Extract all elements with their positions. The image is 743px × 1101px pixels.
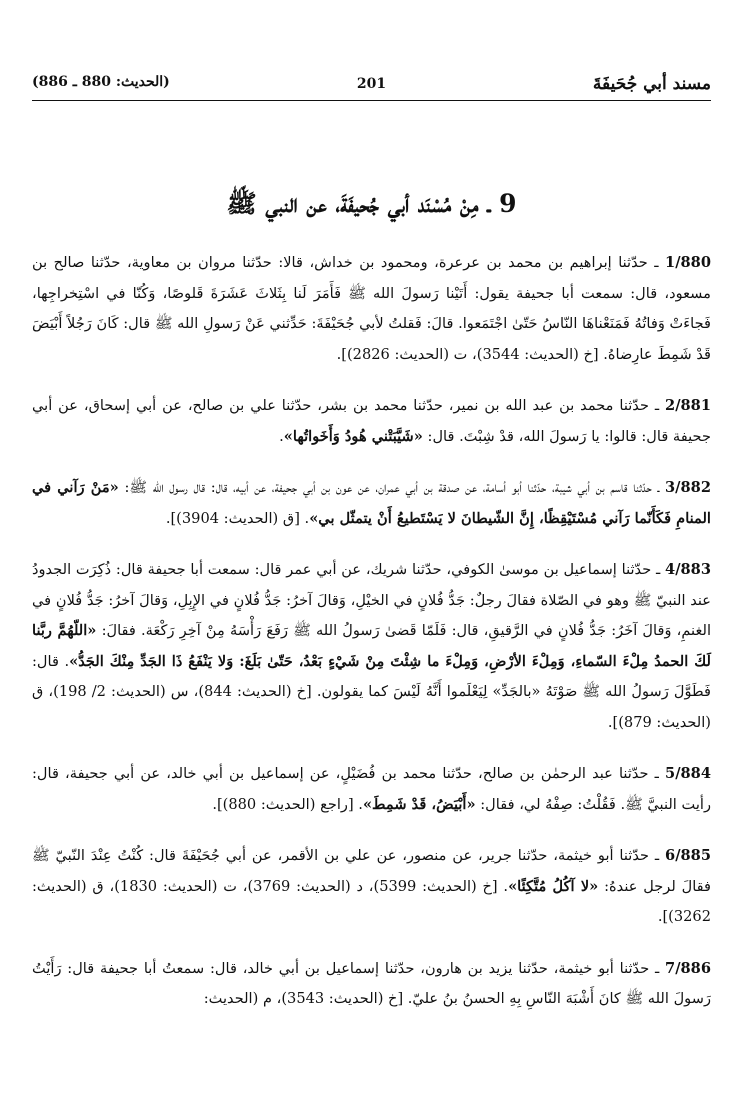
hadith-entry	[32, 759, 711, 820]
hadith-isnad: ـ حدّثنا إبراهيم بن محمد بن عرعرة، ومحمود بن خداش، قالا: حدّثنا مروان بن معاوية، حدّثنا صالح بن مسعود، قال: سمعت أبا جحيفة يقول: أَتَيْنا رَسولَ الله ﷺ فَأَمَرَ لَنا بِثَلاثَ عَشَرَةَ قَلوصًا، وَكُنّا في اسْتِخراجِها، فَجاءَتْ وَفاتُهُ فَمَنَعْناهَا النّاسُ حَتّىٰ اجْتَمَعوا. قالَ: فَقلتُ لأبي جُحَيْفَةَ: حَدِّثني عَنْ رَسولِ الله ﷺ قال: كَانَ رَجُلاً أَبْيَضَ قَدْ شَمِطَ عارِضاهُ.	[32, 254, 711, 363]
hadith-entry	[32, 841, 711, 933]
hadith-paragraph	[32, 954, 711, 1015]
hadith-number: 5/884	[665, 765, 711, 782]
hadith-reference: . [راجع (الحديث: 880)].	[212, 795, 363, 813]
page-header	[32, 70, 711, 101]
hadith-matn: «مَنْ رَآني في المنامِ فَكَأَنّما رَآني مُسْتَيْقِظًا، إِنَّ الشّيطانَ لا يَسْتَطيعُ أَنْ يتمثّل بي»	[32, 479, 711, 527]
hadith-entry	[32, 473, 711, 534]
hadith-isnad: ـ حدّثنا قاسم بن أبي شيبة، حدّثنا أبو أسامة، عن صدقة بن أبي عمران، عن عون بن أبي جحيفة، عن أبيه، قال: قال رسول الله ﷺ:	[118, 479, 666, 496]
hadith-entry	[32, 391, 711, 452]
hadith-reference: [خ (الحديث: 3544)، ت (الحديث: 2826)].	[336, 345, 604, 363]
hadith-reference: .	[279, 427, 284, 445]
hadith-number: 1/880	[665, 254, 711, 271]
hadith-paragraph	[32, 841, 711, 933]
hadith-isnad: ـ حدّثنا إسماعيل بن موسىٰ الكوفي، حدّثنا شريك، عن أبي عمر قال: سمعت أبا جحيفة قال: ذُكِرَت الجدودُ عند النبيّ ﷺ وهو في الصّلاة فقالَ رجلٌ: جَدُّ فُلانٍ في الخيْلِ، وَقالَ آخرُ: جَدُّ فُلانٍ في الإِبِلِ، وَقالَ آخرُ: جَدُّ فُلانٍ في الغنمِ، وَقالَ آخَرُ: جَدُّ فُلانٍ في الرَّقيقِ، قال: فَلَمّا قَضىٰ رَسولُ الله ﷺ رَفَعَ رَأْسَهُ مِنْ آخِرِ رَكْعَة. فقالَ:	[32, 561, 711, 639]
hadith-number: 7/886	[665, 959, 711, 977]
hadith-matn: «شَيَّبَتْني هُودُ وَأَخَواتُها»	[283, 427, 423, 445]
hadith-reference: . قال: فَطَوَّلَ رَسولُ الله ﷺ صَوْتَهُ «بالجَدِّ» لِيَعْلَموا أَنَّهُ لَيْسَ كما يقولون. [خ (الحديث: 844)، س (الحديث: 2/ 198)، ق (الحديث: 879)].	[32, 652, 711, 731]
hadith-list	[32, 248, 711, 1036]
hadith-range: (الحديث: 880 ـ 886)	[32, 74, 170, 90]
hadith-matn: «لا آكُلُ مُتَّكِئًا»	[508, 877, 599, 895]
hadith-paragraph	[32, 248, 711, 370]
hadith-reference: . [خ (الحديث: 5399)، د (الحديث: 3769)، ت (الحديث: 1830)، ق (الحديث: 3262)].	[32, 877, 711, 925]
hadith-number: 6/885	[665, 847, 711, 864]
chapter-title: 9 ـ مِنْ مُسْنَد أبي جُحيفَةَ، عن النبي ﷺ	[226, 189, 517, 218]
hadith-number: 2/881	[665, 397, 711, 414]
hadith-isnad: ـ حدّثنا أبو خيثمة، حدّثنا يزيد بن هارون، حدّثنا إسماعيل بن أبي خالد، قال: سمعتُ أبا جحيفة قال: رَأَيْتُ رَسولَ الله ﷺ كانَ أَشْبَهَ النّاسِ بِهِ الحسنُ بنُ عليّ.	[32, 959, 711, 1007]
hadith-reference: [خ (الحديث: 3543)، م (الحديث:	[203, 990, 408, 1007]
hadith-reference: . [ق (الحديث: 3904)].	[165, 509, 310, 527]
hadith-paragraph	[32, 759, 711, 820]
hadith-isnad: ـ حدّثنا أبو خيثمة، حدّثنا جرير، عن منصور، عن علي بن الأقمر، عن أبي جُحَيْفَةَ قال: كُنْتُ عِنْدَ النّبيّ ﷺ فقالَ لرجل عندهُ:	[32, 847, 711, 895]
hadith-entry	[32, 248, 711, 370]
hadith-number: 3/882	[665, 479, 711, 496]
hadith-isnad: ـ حدّثنا عبد الرحمٰن بن صالح، حدّثنا محمد بن فُضَيْلٍ، عن إسماعيل بن أبي خالد، عن أبي جحيفة، قال: رأيت النبيَّ ﷺ. فَقُلْتُ: صِفْهُ لي، فقال:	[32, 765, 711, 813]
hadith-entry	[32, 954, 711, 1015]
hadith-number: 4/883	[665, 561, 711, 578]
hadith-matn: «اللّهُمَّ ربَّنا لَكَ الحمدُ مِلْءَ السّماءِ، وَمِلْءَ الأرْضِ، وَمِلْءَ ما شِئْتَ مِنْ شَيْءٍ بَعْدُ، حَتّىٰ بَلَغَ: وَلا يَنْفَعُ ذَا الجَدِّ مِنْكَ الجَدُّ»	[32, 622, 711, 670]
book-title: مسند أبي جُحَيفَةَ	[592, 74, 711, 94]
hadith-entry	[32, 555, 711, 738]
hadith-paragraph	[32, 391, 711, 452]
hadith-paragraph	[32, 555, 711, 738]
hadith-matn: «أَبْيَضُ، قَدْ شَمِطَ»	[362, 795, 476, 813]
page-number: 201	[356, 76, 387, 92]
hadith-paragraph	[32, 473, 711, 534]
hadith-isnad: ـ حدّثنا محمد بن عبد الله بن نمير، حدّثنا محمد بن بشر، حدّثنا علي بن صالح، عن أبي إسحاق، عن أبي جحيفة قال: قالوا: يا رَسولَ الله، قدْ شِبْتَ. قال:	[32, 397, 711, 445]
